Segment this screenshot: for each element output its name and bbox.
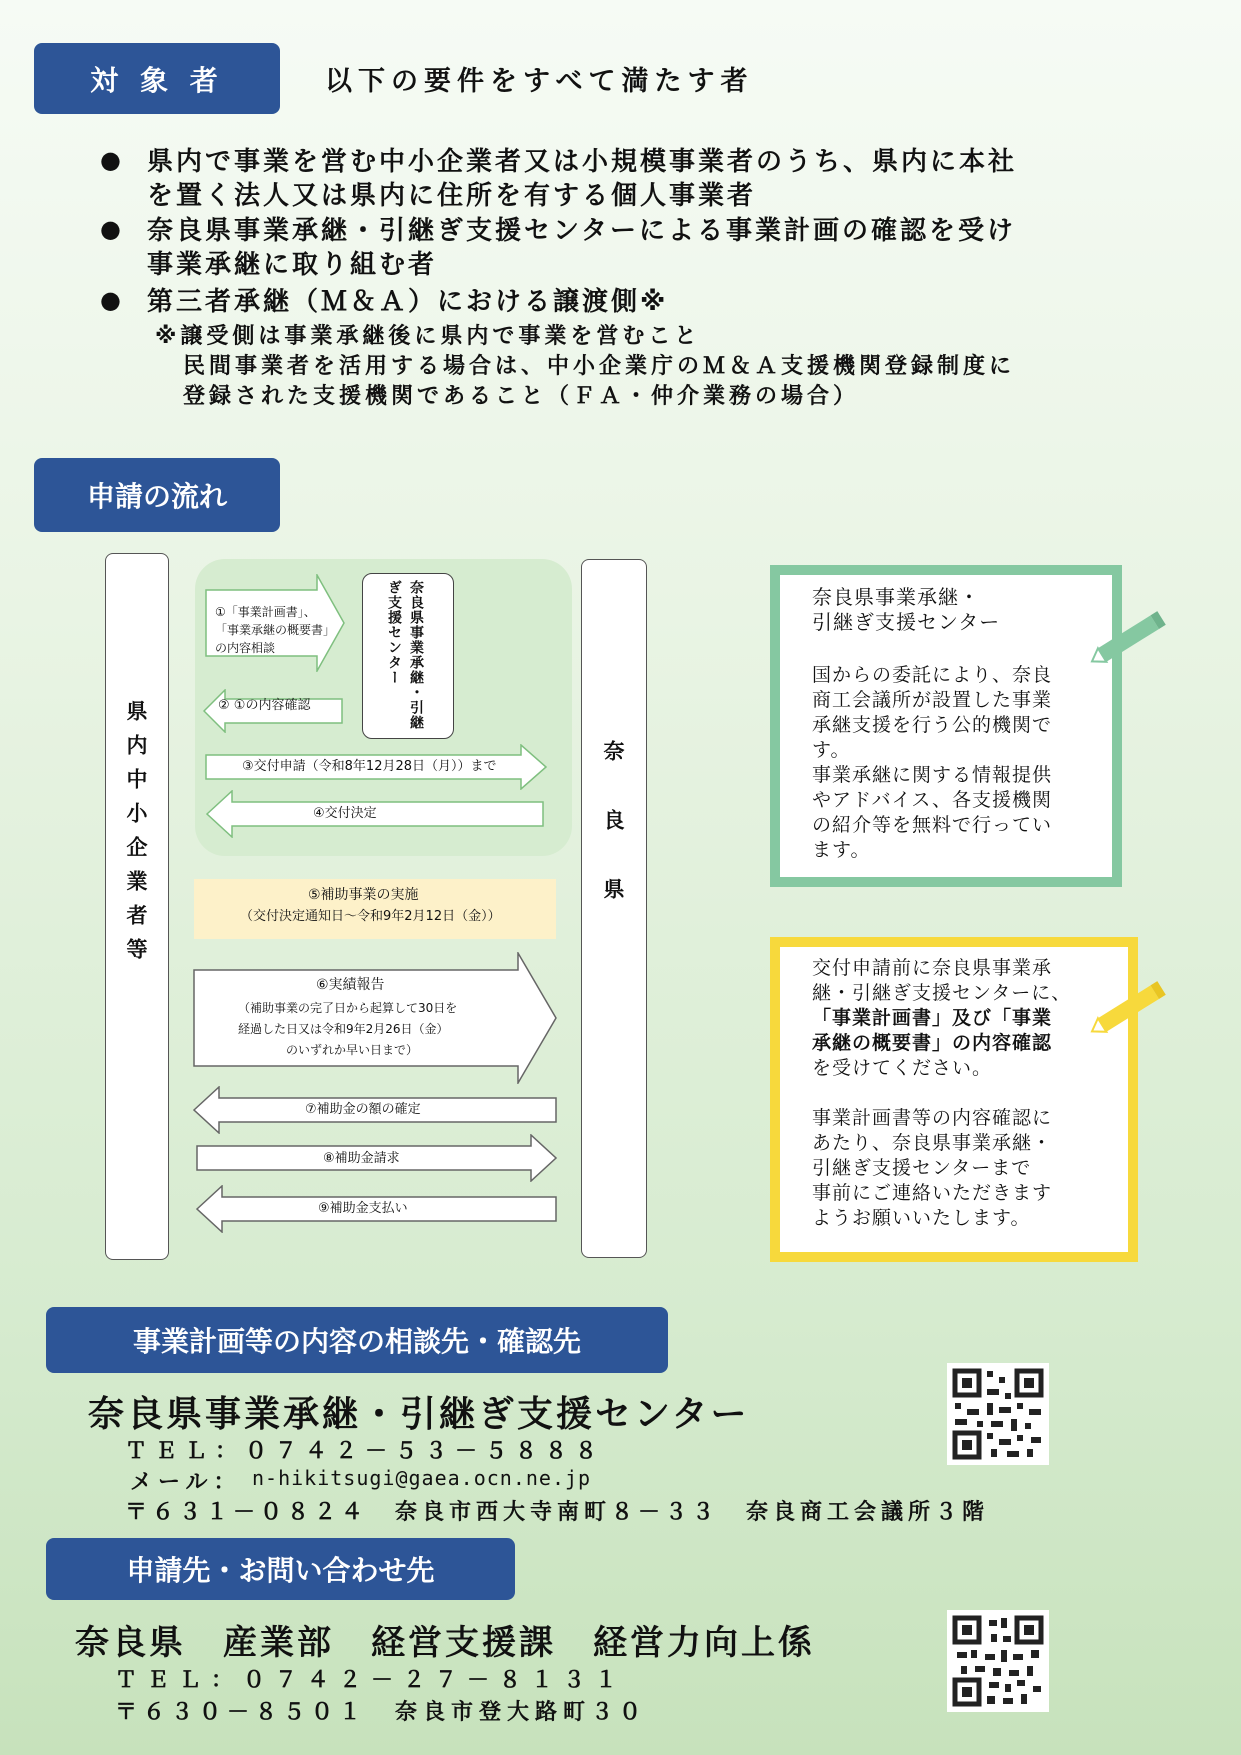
pencil-icon bbox=[1085, 975, 1177, 1039]
step-6-arrow-shape bbox=[193, 952, 557, 1084]
center-column-label: 奈良県事業承継・引継ぎ支援センター bbox=[386, 580, 424, 730]
info2-line: を受けてください。 bbox=[812, 1057, 993, 1079]
target-header: 対 象 者 bbox=[34, 43, 280, 114]
step-6-arrow bbox=[193, 952, 557, 1084]
step-5-label-2: （交付決定通知日～令和9年2月12日（金）） bbox=[240, 909, 501, 924]
qr-code-icon bbox=[947, 1610, 1049, 1712]
step-3-label: ③交付申請（令和8年12月28日（月））まで bbox=[242, 759, 497, 774]
apply-header: 申請先・お問い合わせ先 bbox=[46, 1538, 515, 1600]
info-box-center-title-1: 奈良県事業承継・ bbox=[812, 585, 980, 609]
step-6-label-2: （補助事業の完了日から起算して30日を bbox=[238, 1001, 458, 1015]
info1-line: す。 bbox=[812, 739, 851, 761]
info2-line: 交付申請前に奈良県事業承 bbox=[812, 957, 1053, 979]
info2-line: 事業計画書等の内容確認に bbox=[812, 1107, 1053, 1129]
bullet-3-dot: ● bbox=[100, 286, 121, 314]
flow-left-column-label: 県内中小企業者等 bbox=[124, 700, 148, 972]
info2-line: 承継の概要書」の内容確認 bbox=[812, 1032, 1053, 1054]
flow-right-column-label: 奈良県 bbox=[601, 740, 625, 947]
consult-org: 奈良県事業承継・引継ぎ支援センター bbox=[88, 1394, 750, 1435]
bullet-2-line2: 事業承継に取り組む者 bbox=[147, 250, 438, 280]
qr-code-apply[interactable] bbox=[947, 1610, 1049, 1712]
bullet-1-line2: を置く法人又は県内に住所を有する個人事業者 bbox=[147, 181, 757, 211]
pencil-icon bbox=[1085, 605, 1177, 669]
apply-address: 〒６３０－８５０１ 奈良市登大路町３０ bbox=[115, 1700, 648, 1725]
info1-line: 国からの委託により、奈良 bbox=[812, 664, 1053, 686]
info-box-center-body bbox=[812, 663, 1052, 863]
info-box-center-title-2: 引継ぎ支援センター bbox=[812, 610, 1001, 634]
info2-line: 引継ぎ支援センターまで bbox=[812, 1157, 1032, 1179]
step-5-label-1: ⑤補助事業の実施 bbox=[308, 887, 419, 903]
step-2-label: ② ①の内容確認 bbox=[218, 698, 311, 713]
qr-code-consult[interactable] bbox=[947, 1363, 1049, 1465]
apply-tel: ＴＥＬ：０７４２－２７－８１３１ bbox=[115, 1668, 628, 1693]
info2-line: 「事業計画書」及び「事業 bbox=[812, 1007, 1053, 1029]
step-7-label: ⑦補助金の額の確定 bbox=[305, 1102, 421, 1117]
info2-line: あたり、奈良県事業承継・ bbox=[812, 1132, 1053, 1154]
flow-header: 申請の流れ bbox=[34, 458, 280, 532]
info-box-notice-body bbox=[812, 956, 1071, 1231]
bullet-1-dot: ● bbox=[100, 146, 121, 174]
step-6-label-3: 経過した日又は令和9年2月26日（金） bbox=[238, 1022, 449, 1036]
step-4-label: ④交付決定 bbox=[313, 806, 377, 821]
info1-line: ます。 bbox=[812, 839, 871, 861]
bullet-2-line1: 奈良県事業承継・引継ぎ支援センターによる事業計画の確認を受け bbox=[147, 216, 1016, 246]
bullet-3-line1: 第三者承継（Ｍ＆Ａ）における譲渡側※ bbox=[147, 287, 669, 317]
step-6-label-4: のいずれか早い日まで） bbox=[286, 1043, 419, 1057]
info1-line: 事業承継に関する情報提供 bbox=[812, 764, 1053, 786]
step-6-label-1: ⑥実績報告 bbox=[316, 977, 385, 993]
info2-line: 事前にご連絡いただきます bbox=[812, 1182, 1053, 1204]
step-1-label-2: 「事業承継の概要書」 bbox=[215, 623, 336, 637]
bullet-1-line1: 県内で事業を営む中小企業者又は小規模事業者のうち、県内に本社 bbox=[147, 147, 1018, 177]
info1-line: 承継支援を行う公的機関で bbox=[812, 714, 1053, 736]
info2-line: 継・引継ぎ支援センターに、 bbox=[812, 982, 1072, 1004]
note-line-3: 登録された支援機関であること（ＦＡ・仲介業務の場合） bbox=[183, 384, 860, 409]
consult-mail[interactable]: n-hikitsugi@gaea.ocn.ne.jp bbox=[252, 1466, 592, 1490]
step-8-label: ⑧補助金請求 bbox=[323, 1151, 400, 1166]
info1-line: やアドバイス、各支援機関 bbox=[812, 789, 1053, 811]
info2-line: ようお願いいたします。 bbox=[812, 1207, 1031, 1229]
info1-line: 商工会議所が設置した事業 bbox=[812, 689, 1053, 711]
note-line-2: 民間事業者を活用する場合は、中小企業庁のＭ＆Ａ支援機関登録制度に bbox=[183, 354, 1016, 379]
note-line-1: ※譲受側は事業承継後に県内で事業を営むこと bbox=[155, 324, 701, 349]
consult-mail-label: メール： bbox=[130, 1470, 242, 1495]
qr-code-icon bbox=[947, 1363, 1049, 1465]
step-1-label-3: の内容相談 bbox=[215, 641, 276, 655]
info2-line bbox=[812, 1081, 1071, 1106]
consult-address: 〒６３１－０８２４ 奈良市西大寺南町８－３３ 奈良商工会議所３階 bbox=[125, 1500, 990, 1525]
info1-line: の紹介等を無料で行ってい bbox=[812, 814, 1053, 836]
bullet-2-dot: ● bbox=[100, 215, 121, 243]
step-9-label: ⑨補助金支払い bbox=[318, 1201, 408, 1216]
apply-org: 奈良県 産業部 経営支援課 経営力向上係 bbox=[75, 1623, 815, 1663]
consult-header: 事業計画等の内容の相談先・確認先 bbox=[46, 1307, 668, 1373]
consult-tel: ＴＥＬ：０７４２－５３－５８８８ bbox=[125, 1439, 606, 1464]
step-1-label-1: ①「事業計画書」、 bbox=[215, 605, 316, 619]
requirement-text: 以下の要件をすべて満たす者 bbox=[325, 66, 754, 97]
